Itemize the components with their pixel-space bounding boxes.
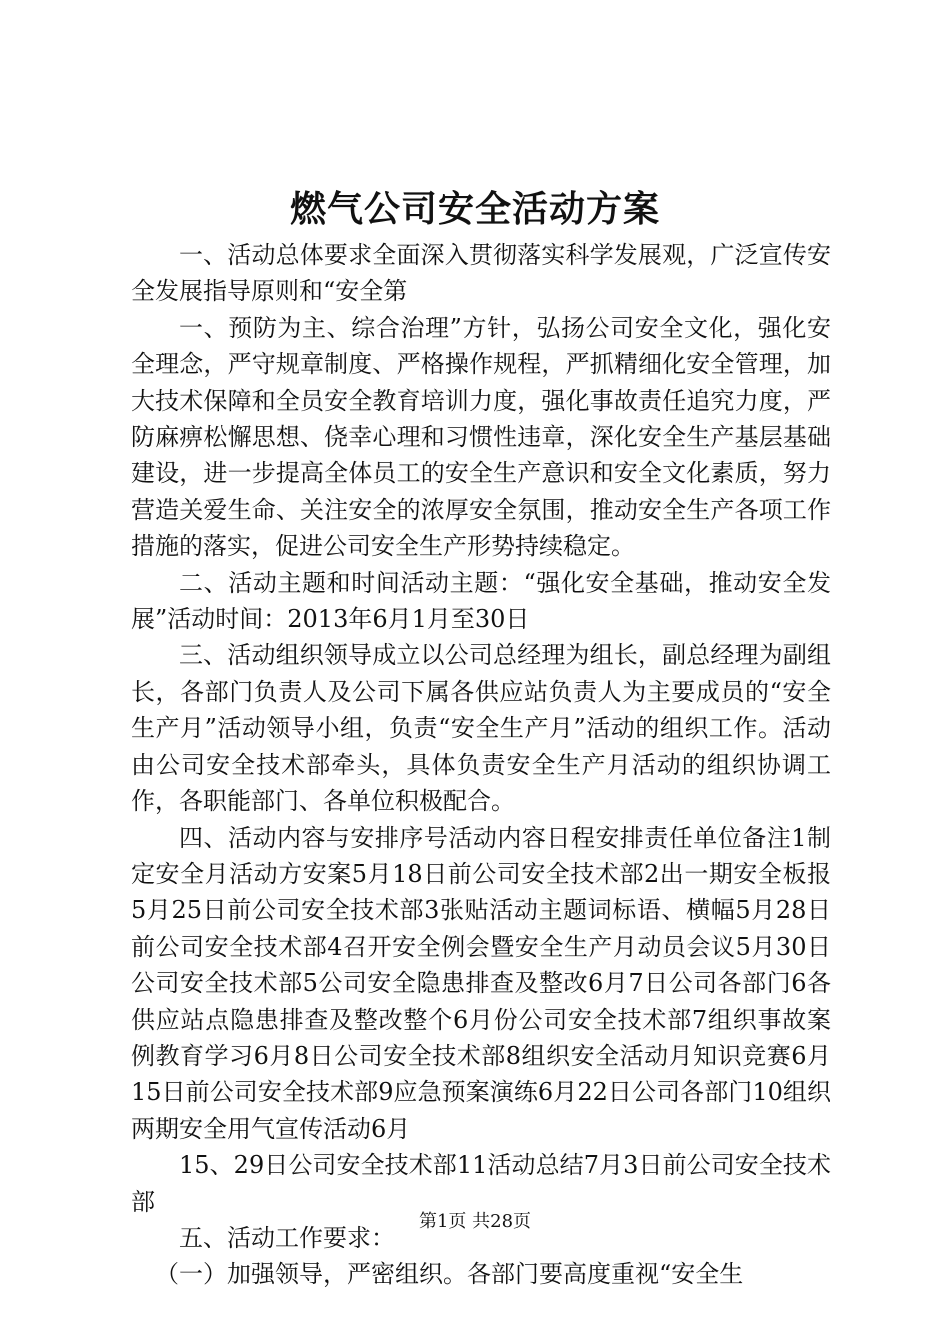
paragraph: 一、预防为主、综合治理”方针，弘扬公司安全文化，强化安全理念，严守规章制度、严格操作规程，严抓精细化安全管理，加大技术保障和全员安全教育培训力度，强化事故责任追究力度，严防麻痹松懈思想、侥幸心理和习惯性违章，深化安全生产基层基础建设，进一步提高全体员工的安全生产意识和安全文化素质，努力营造关爱生命、关注安全的浓厚安全氛围，推动安全生产各项工作措施的落实，促进公司安全生产形势持续稳定。	[131, 313, 831, 561]
paragraph: 五、活动工作要求：	[179, 1223, 395, 1252]
paragraph: 三、活动组织领导成立以公司总经理为组长，副总经理为副组长，各部门负责人及公司下属各供应站负责人为主要成员的“安全生产月”活动领导小组，负责“安全生产月”活动的组织工作。活动由公司安全技术部牵头，具体负责安全生产月活动的组织协调工作，各职能部门、各单位积极配合。	[131, 641, 831, 816]
document-title: 燃气公司安全活动方案	[289, 188, 660, 230]
page-footer: 第1页 共28页	[418, 1211, 532, 1232]
paragraph: 二、活动主题和时间活动主题：“强化安全基础，推动安全发展”活动时间：2013年6月1月至30日	[131, 568, 831, 634]
paragraph: 四、活动内容与安排序号活动内容日程安排责任单位备注1制定安全月活动方安案5月18日前公司安全技术部2出一期安全板报5月25日前公司安全技术部3张贴活动主题词标语、横幅5月28日前公司安全技术部4召开安全例会暨安全生产月动员会议5月30日公司安全技术部5公司安全隐患排查及整改6月7日公司各部门6各供应站点隐患排查及整改整个6月份公司安全技术部7组织事故案例教育学习6月8日公司安全技术部8组织安全活动月知识竞赛6月15日前公司安全技术部9应急预案演练6月22日公司各部门10组织两期安全用气宣传活动6月	[131, 823, 831, 1143]
paragraph: 一、活动总体要求全面深入贯彻落实科学发展观，广泛宣传安全发展指导原则和“安全第	[131, 241, 831, 306]
document-body	[131, 237, 831, 1293]
paragraph: 15、29日公司安全技术部11活动总结7月3日前公司安全技术部	[131, 1151, 831, 1216]
paragraph: （一）加强领导，严密组织。各部门要高度重视“安全生	[155, 1260, 744, 1289]
